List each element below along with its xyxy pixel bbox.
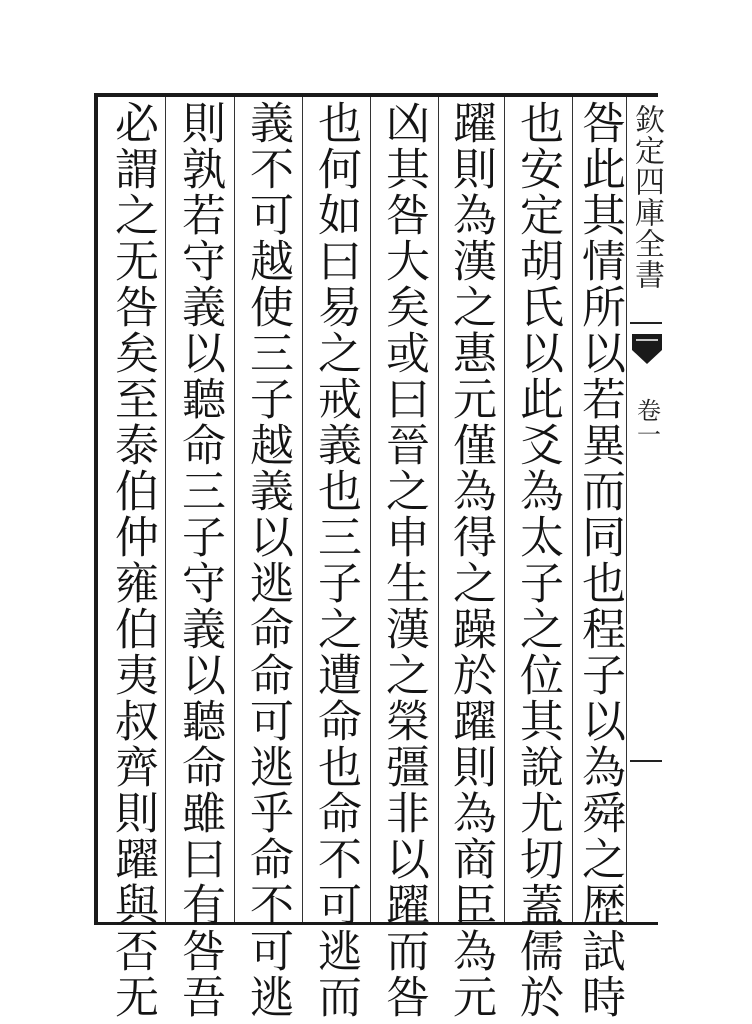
column-text: 也安定胡氏以此爻為太子之位其說尤切蓋儒於	[512, 100, 563, 1020]
book-title	[628, 104, 664, 290]
text-column-3	[437, 100, 503, 1020]
text-column-1	[570, 100, 628, 1020]
text-column-2	[504, 100, 570, 1020]
volume-label	[630, 398, 664, 446]
column-text: 咎此其情所以若異而同也程子以為舜之歴試時	[574, 100, 625, 1020]
column-text: 也何如曰易之戒義也三子之遭命也命不可逃而	[310, 100, 361, 1020]
volume-text: 卷一	[632, 398, 661, 446]
column-text: 凶其咎大矣或曰晉之申生漢之榮彊非以躍而咎	[378, 100, 429, 1020]
margin-rule	[630, 322, 662, 324]
text-column-8	[99, 100, 165, 1020]
text-column-7	[166, 100, 232, 1020]
text-column-6	[234, 100, 300, 1020]
column-text: 則孰若守義以聽命三子守義以聽命雖曰有咎吾	[174, 100, 225, 1020]
text-column-5	[302, 100, 368, 1020]
column-text: 躍則為漢之惠元僅為得之躁於躍則為商臣為元	[445, 100, 496, 1020]
text-column-4	[370, 100, 436, 1020]
column-text: 義不可越使三子越義以逃命命可逃乎命不可逃	[242, 100, 293, 1020]
column-text: 必謂之无咎矣至泰伯仲雍伯夷叔齊則躍與否无	[107, 100, 158, 1020]
margin-rule	[630, 760, 662, 762]
fish-tail-mark-icon	[632, 330, 662, 372]
book-title-text: 欽定四庫全書	[629, 104, 664, 290]
